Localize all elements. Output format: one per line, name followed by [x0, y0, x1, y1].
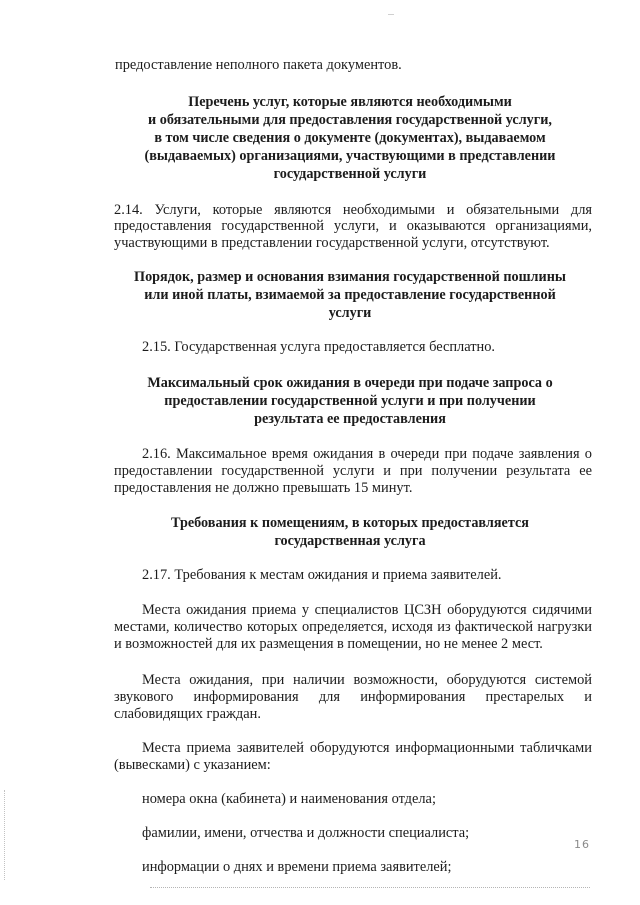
- para-2-16-line-3: предоставления не должно превышать 15 минут.: [114, 480, 413, 496]
- heading-queue-line-3: результата ее предоставления: [254, 411, 446, 427]
- para-audio-line-1: Места ожидания, при наличии возможности, оборудуются системой: [142, 672, 592, 688]
- heading-services-line-3: в том числе сведения о документе (документах), выдаваемом: [154, 130, 546, 146]
- heading-queue-line-1: Максимальный срок ожидания в очереди при подаче запроса о: [147, 375, 553, 391]
- heading-fee-line-2: или иной платы, взимаемой за предоставление государственной: [144, 287, 556, 303]
- para-2-17: 2.17. Требования к местам ожидания и приема заявителей.: [142, 567, 502, 583]
- para-signs-line-1: Места приема заявителей оборудуются информационными табличками: [142, 740, 592, 756]
- para-2-14-line-3: участвующими в представлении государственной услуги, отсутствуют.: [114, 235, 550, 251]
- para-audio-line-2: звукового информирования для информирования престарелых и: [114, 689, 592, 705]
- para-2-16-line-1: 2.16. Максимальное время ожидания в очереди при подаче заявления о: [142, 446, 592, 462]
- heading-premises-line-1: Требования к помещениям, в которых предоставляется: [171, 515, 529, 531]
- heading-premises-line-2: государственная услуга: [274, 533, 426, 549]
- list-item-window: номера окна (кабинета) и наименования отдела;: [142, 791, 436, 807]
- scan-mark: [388, 14, 394, 15]
- para-audio-line-3: слабовидящих граждан.: [114, 706, 261, 722]
- para-2-15: 2.15. Государственная услуга предоставляется бесплатно.: [142, 339, 496, 355]
- para-seating-line-3: и возможностей для их размещения в помещении, но не менее 2 мест.: [114, 636, 543, 652]
- para-signs-line-2: (вывесками) с указанием:: [114, 757, 271, 773]
- para-2-16-line-2: предоставлении государственной услуги и при получении результата ее: [114, 463, 592, 479]
- heading-services-line-1: Перечень услуг, которые являются необходимыми: [188, 94, 512, 110]
- para-seating-line-2: местами, количество которых определяется, исходя из фактической нагрузки: [114, 619, 592, 635]
- heading-services-line-2: и обязательными для предоставления государственной услуги,: [148, 112, 552, 128]
- heading-fee-line-1: Порядок, размер и основания взимания государственной пошлины: [134, 269, 566, 285]
- list-item-schedule: информации о днях и времени приема заявителей;: [142, 859, 452, 875]
- intro-line: предоставление неполного пакета документов.: [115, 57, 402, 73]
- heading-fee-line-3: услуги: [328, 305, 372, 321]
- heading-services-line-4: (выдаваемых) организациями, участвующими в представлении: [144, 148, 556, 164]
- para-2-14-line-2: предоставления государственной услуги, и оказываются организациями,: [114, 218, 592, 234]
- heading-services-line-5: государственной услуги: [273, 166, 427, 182]
- para-2-14-line-1: 2.14. Услуги, которые являются необходимыми и обязательными для: [114, 202, 592, 218]
- list-item-specialist: фамилии, имени, отчества и должности специалиста;: [142, 825, 470, 841]
- para-seating-line-1: Места ожидания приема у специалистов ЦСЗН оборудуются сидячими: [142, 602, 592, 618]
- scan-edge-bottom: [150, 887, 590, 888]
- scan-edge-left: [4, 790, 5, 880]
- heading-queue-line-2: предоставлении государственной услуги и при получении: [164, 393, 536, 409]
- page-number: 16: [574, 838, 590, 851]
